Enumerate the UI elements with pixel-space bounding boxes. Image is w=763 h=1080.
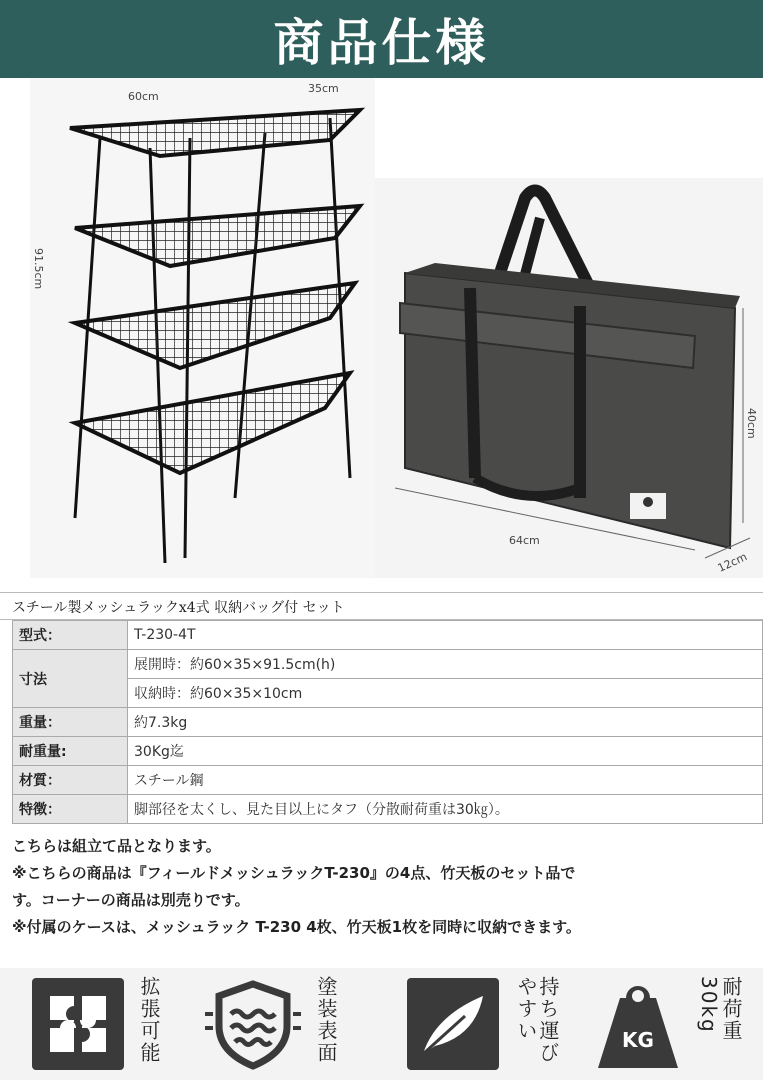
- puzzle-icon: [30, 976, 126, 1072]
- spec-value: 展開時：約60×35×91.5cm(h): [128, 650, 763, 679]
- spec-key: 耐重量:: [13, 737, 128, 766]
- spec-key: 寸法: [13, 650, 128, 708]
- spec-value: 30Kg迄: [128, 737, 763, 766]
- spec-value: 収納時：約60×35×10cm: [128, 679, 763, 708]
- notes: [12, 833, 752, 941]
- table-row: [13, 737, 763, 766]
- bag-width-label: 64cm: [509, 534, 540, 547]
- rack-depth-label: 35cm: [308, 82, 339, 95]
- rack-height-label: 91.5cm: [32, 248, 45, 290]
- spec-key: 特徴：: [13, 795, 128, 824]
- feather-icon: [405, 976, 501, 1072]
- note-line: ※付属のケースは、メッシュラック T-230 4枚、竹天板1枚を同時に収納できます。: [12, 918, 581, 936]
- table-row: [13, 621, 763, 650]
- weight-badge-text: KG: [622, 1028, 654, 1052]
- page-title: 商品仕様: [273, 14, 490, 72]
- spec-key: 重量：: [13, 708, 128, 737]
- bag-depth-label: 12cm: [715, 550, 750, 575]
- shield-wave-icon: [205, 976, 301, 1072]
- note-line: ※こちらの商品は『フィールドメッシュラックT-230』の4点、竹天板のセット品で: [12, 864, 576, 882]
- table-row: [13, 795, 763, 824]
- product-photos: [0, 78, 763, 588]
- note-line: す。コーナーの商品は別売りです。: [12, 891, 250, 909]
- storage-bag-illustration: [375, 178, 763, 578]
- rack-image: [30, 78, 375, 578]
- feature-label: 塗装表面: [314, 976, 338, 1064]
- feature-label: 持ち運びやすい: [514, 976, 560, 1064]
- spec-value: 脚部径を太くし、見た目以上にタフ（分散耐荷重は30㎏）。: [128, 795, 763, 824]
- spec-key: 材質：: [13, 766, 128, 795]
- note-line: こちらは組立て品となります。: [12, 837, 221, 855]
- bag-image: [375, 178, 763, 578]
- spec-key: 型式：: [13, 621, 128, 650]
- feature-label: 耐荷重30kg: [697, 976, 743, 1042]
- spec-table: [12, 620, 763, 824]
- header-banner: [0, 0, 763, 78]
- table-row: [13, 766, 763, 795]
- table-row: [13, 650, 763, 679]
- mesh-rack-illustration: [30, 78, 375, 578]
- feature-label: 拡張可能: [137, 976, 161, 1064]
- bag-height-label: 40cm: [745, 408, 758, 439]
- feature-strip: [0, 968, 763, 1080]
- spec-value: T-230-4T: [128, 621, 763, 650]
- table-row: [13, 708, 763, 737]
- spec-value: スチール鋼: [128, 766, 763, 795]
- spec-value: 約7.3kg: [128, 708, 763, 737]
- product-name: スチール製メッシュラックx4式 収納バッグ付 セット: [0, 592, 763, 620]
- rack-width-label: 60cm: [128, 90, 159, 103]
- weight-icon: [590, 976, 686, 1072]
